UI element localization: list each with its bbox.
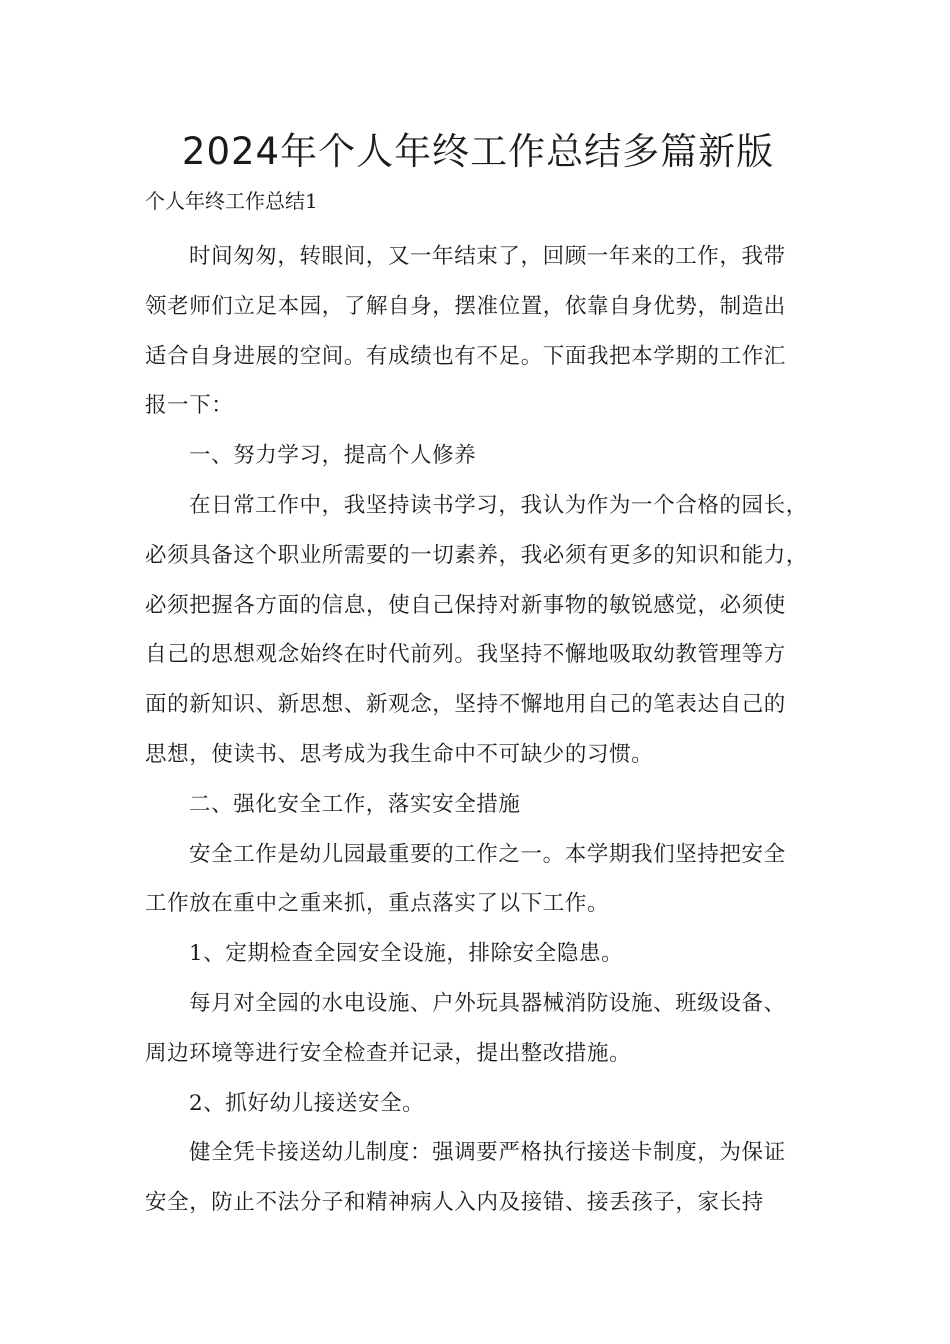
paragraph <box>145 929 811 979</box>
paragraph-line: 每月对全园的水电设施、户外玩具器械消防设施、班级设备、 <box>189 990 786 1016</box>
paragraph-line: 工作放在重中之重来抓，重点落实了以下工作。 <box>145 891 610 917</box>
paragraph-line: 报一下： <box>145 393 234 419</box>
paragraph-line: 周边环境等进行安全检查并记录，提出整改措施。 <box>145 1040 632 1066</box>
paragraph <box>145 1128 811 1228</box>
paragraph-line: 2、抓好幼儿接送安全。 <box>189 1090 425 1116</box>
paragraph-line: 领老师们立足本园，了解自身，摆准位置，依靠自身优势，制造出 <box>145 293 786 319</box>
document-title: 2024年个人年终工作总结多篇新版 <box>181 130 775 173</box>
paragraph <box>145 780 811 830</box>
paragraph-line: 必须把握各方面的信息，使自己保持对新事物的敏锐感觉，必须使 <box>145 592 786 618</box>
paragraph <box>145 1079 811 1129</box>
paragraph-line: 健全凭卡接送幼儿制度：强调要严格执行接送卡制度，为保证 <box>189 1140 786 1166</box>
paragraph-line: 安全工作是幼儿园最重要的工作之一。本学期我们坚持把安全 <box>189 841 786 867</box>
paragraph <box>145 431 811 481</box>
paragraph-line: 一、努力学习，提高个人修养 <box>189 443 477 469</box>
paragraph-line: 适合自身进展的空间。有成绩也有不足。下面我把本学期的工作汇 <box>145 343 786 369</box>
paragraph-line: 自己的思想观念始终在时代前列。我坚持不懈地吸取幼教管理等方 <box>145 642 786 668</box>
paragraph <box>145 830 811 930</box>
document-body <box>145 232 811 1228</box>
paragraph <box>145 481 811 780</box>
paragraph-line: 在日常工作中，我坚持读书学习，我认为作为一个合格的园长， <box>189 492 808 518</box>
paragraph <box>145 232 811 431</box>
paragraph-line: 时间匆匆，转眼间，又一年结束了，回顾一年来的工作，我带 <box>189 244 786 269</box>
paragraph-line: 1、定期检查全园安全设施，排除安全隐患。 <box>189 941 624 967</box>
paragraph-line: 必须具备这个职业所需要的一切素养，我必须有更多的知识和能力， <box>145 542 809 568</box>
paragraph <box>145 979 811 1079</box>
paragraph-line: 面的新知识、新思想、新观念，坚持不懈地用自己的笔表达自己的 <box>145 692 786 718</box>
paragraph-line: 安全，防止不法分子和精神病人入内及接错、接丢孩子，家长持 <box>145 1190 764 1216</box>
paragraph-line: 二、强化安全工作，落实安全措施 <box>189 791 521 817</box>
paragraph-line: 思想，使读书、思考成为我生命中不可缺少的习惯。 <box>145 741 654 767</box>
section-title: 个人年终工作总结1 <box>145 189 318 213</box>
